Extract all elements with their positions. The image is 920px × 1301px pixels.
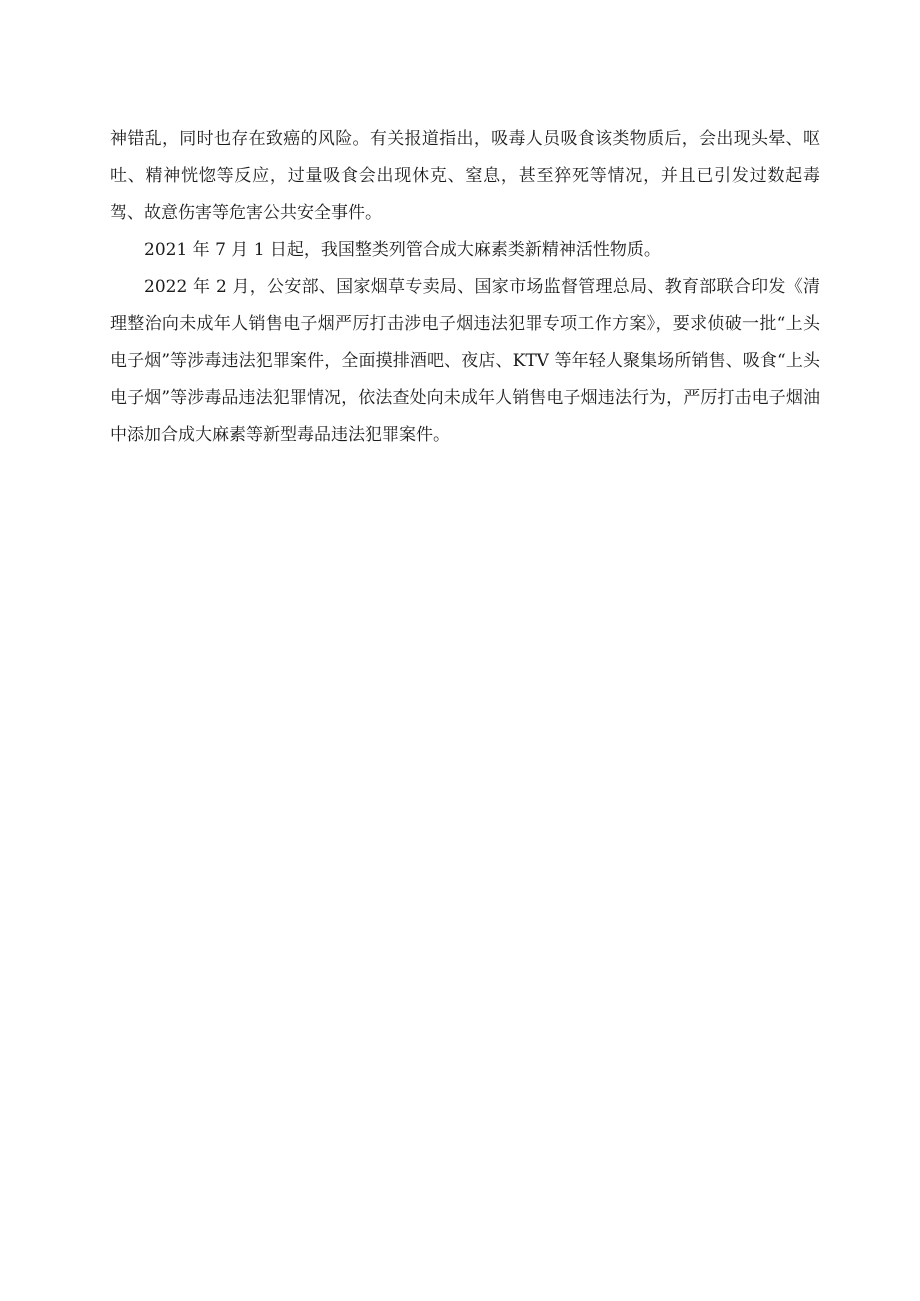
paragraph-continuation: 神错乱，同时也存在致癌的风险。有关报道指出，吸毒人员吸食该类物质后，会出现头晕、呕吐、精神恍惚等反应，过量吸食会出现休克、窒息，甚至猝死等情况，并且已引发过数起毒驾、故意伤害等危害公共安全事件。 <box>110 129 820 223</box>
document-page <box>110 121 820 454</box>
paragraph-regulation-2022: 2022 年 2 月，公安部、国家烟草专卖局、国家市场监督管理总局、教育部联合印发《清理整治向未成年人销售电子烟严厉打击涉电子烟违法犯罪专项工作方案》，要求侦破一批“上头电子烟”等涉毒违法犯罪案件，全面摸排酒吧、夜店、KTV 等年轻人聚集场所销售、吸食“上头电子烟”等涉毒品违法犯罪情况，依法查处向未成年人销售电子烟违法行为，严厉打击电子烟油中添加合成大麻素等新型毒品违法犯罪案件。 <box>110 277 820 445</box>
paragraph-regulation-2021: 2021 年 7 月 1 日起，我国整类列管合成大麻素类新精神活性物质。 <box>144 240 661 260</box>
